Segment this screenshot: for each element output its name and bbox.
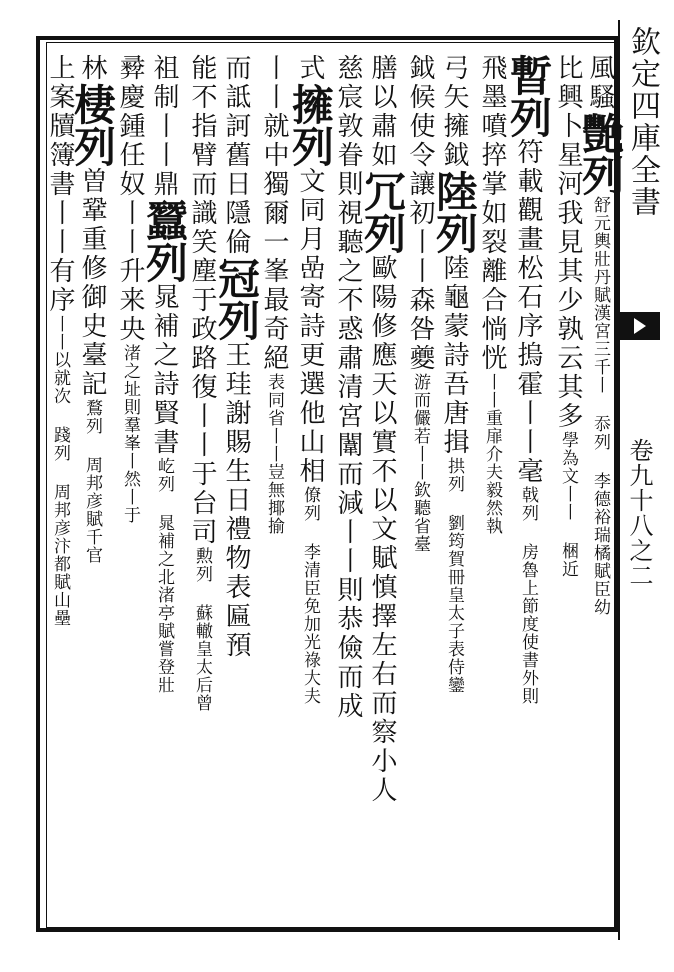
column-heading: 棲列 xyxy=(68,83,117,167)
column-text: 王珪謝賜生日禮物表匾預 xyxy=(221,341,251,660)
column-note: 屹列 晁補之北渚亭賦嘗登壯 xyxy=(154,457,174,694)
column-text: 歐陽修應天以實不以文賦慎擇左右而察小人 xyxy=(367,254,397,805)
column-text: 讓初丨丨森咎夔 xyxy=(405,170,435,373)
volume-label: 卷九十八之二 xyxy=(625,438,653,588)
column-text: 祖制丨丨鼎 xyxy=(149,54,179,199)
column-note: 游而儼若丨丨欽聽省臺 xyxy=(410,373,430,553)
column-text: 曽鞏重修御史臺記 xyxy=(77,167,107,399)
book-title: 欽定四庫全書 xyxy=(625,26,660,218)
column-note: 表同省丨丨豈無揶揄 xyxy=(264,373,284,535)
column-text: 彛慶鍾任奴 xyxy=(115,54,145,199)
column-heading: 艷列 xyxy=(576,112,625,196)
column-note: 戟列 房魯上節度使書外則 xyxy=(518,486,538,705)
text-column xyxy=(38,54,82,627)
column-heading: 擁列 xyxy=(286,83,335,167)
column-heading: 冠列 xyxy=(212,257,261,341)
column-text: 案牘簿書丨丨有序 xyxy=(45,83,75,315)
text-column xyxy=(180,54,224,712)
column-heading: 暫列 xyxy=(504,54,553,138)
column-text: 塵于政路復丨丨于台司 xyxy=(187,257,217,547)
column-text: 式 xyxy=(295,54,325,83)
column-note: 勲列 蘇轍皇太后曾 xyxy=(192,547,212,712)
column-text: 飛墨噴捽掌如裂離合惝恍 xyxy=(477,54,507,373)
column-heading: 冗列 xyxy=(358,170,407,254)
column-text: 文同月嵒寄詩更選他山相 xyxy=(295,167,325,486)
column-note: 拱列 劉筠賀冊皇太子表侍鑾 xyxy=(444,457,464,694)
column-note: 丨丨以就次 踐列 周邦彦汴都賦山壘 xyxy=(50,315,70,627)
column-note: 僚列 李清臣免加光祿大夫 xyxy=(300,486,320,705)
column-text: 而詆訶舊日隱倫 xyxy=(221,54,251,257)
column-text: 弓矢擁鉞 xyxy=(439,54,469,170)
column-text: 林 xyxy=(77,54,107,83)
column-note: 鶩列 周邦彦賦千官 xyxy=(82,399,102,564)
column-text: 上 xyxy=(45,54,75,83)
text-column xyxy=(398,54,442,553)
column-note: 丨丨重扉介夫毅然執 xyxy=(482,373,502,535)
fishtail-icon xyxy=(620,312,660,340)
column-text: 風騷 xyxy=(585,54,615,112)
column-note: 渚之址則羣峯丨然丨于 xyxy=(120,344,140,524)
column-text: 符載觀畫松石序摀霍丨丨毫 xyxy=(513,138,543,486)
column-text: 陸龜蒙詩吾唐揖 xyxy=(439,254,469,457)
column-text: 慈宸敦眷 xyxy=(333,54,363,170)
column-note: 舒元輿壯丹賦漢宮三千丨 忝列 李德裕瑞橘賦臣幼 xyxy=(590,196,610,616)
text-column xyxy=(470,54,514,535)
column-text: 膳以肅如 xyxy=(367,54,397,170)
column-text: 晁補之詩賢書 xyxy=(149,283,179,457)
column-note: 學為文丨丨 梱近 xyxy=(558,431,578,578)
column-text: 丨丨升来央 xyxy=(115,199,145,344)
column-text: 丨丨就中獨爾一峯最奇絕 xyxy=(259,54,289,373)
column-heading: 陸列 xyxy=(430,170,479,254)
column-text: 卜星河我見其少孰云其多 xyxy=(553,112,583,431)
column-text: 則視聽之不惑肅清宮闈而減丨丨則恭儉而成 xyxy=(333,170,363,721)
column-text: 比興 xyxy=(553,54,583,112)
column-text: 能不指臂而識笑 xyxy=(187,54,217,257)
column-text: 鉞候使令 xyxy=(405,54,435,170)
column-heading: 蠶列 xyxy=(140,199,189,283)
